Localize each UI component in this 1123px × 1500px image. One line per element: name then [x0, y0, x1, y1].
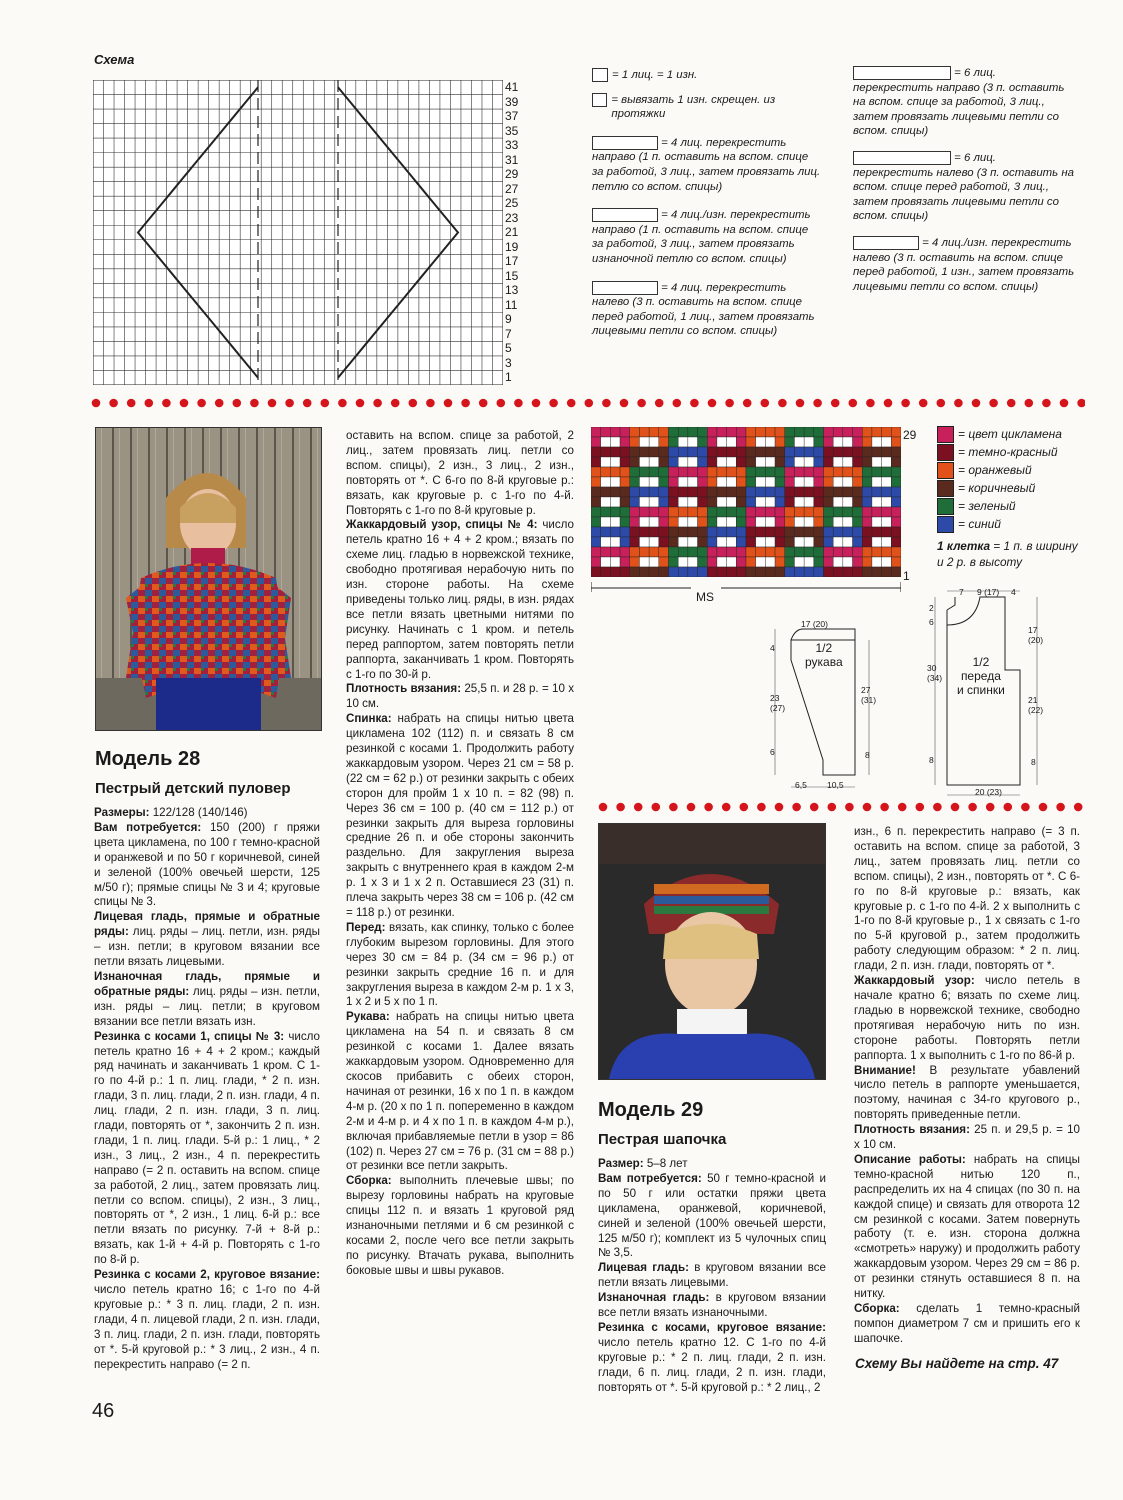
paragraph-text: лиц. ряды – изн. петли, изн. ряды – лиц. петли; в круговом вязании все петли вязать изн. [94, 984, 320, 1028]
color-legend-item [937, 497, 1082, 515]
paragraph-text: число петель кратно 16 + 4 + 2 кром.; каждый ряд начинать и заканчивать 1 кром. С 1-го по 4-й р.: 1 п. лиц. глади, * 2 п. изн. глади, 3 п. лиц. глади, 2 п. изн. глади, 4 п. лиц. глади, 2 п. изн. глади, 3 п. лиц. глади, повторять от *, закончить 2 п. изн. глади, 1 п. лиц. глади. 5-й р.: 1 лиц., * 2 изн., 3 лиц., 2 изн., 4 п. перекрестить направо (= 2 п. оставить на вспом. спице за работой, 2 лиц., затем провязать лиц. петли со вспом. спицы), 2 изн., 3 лиц., повторять от *, 2 изн., 1 лиц. 6-й р.: все петли вязать по рисунку. 7-й + 8-й р.: вязать, как 1-й + 4-й р. Повторять с 1-го по 8-й р. [94, 1029, 320, 1267]
dim-left-a: 2 [929, 603, 934, 613]
dim-right-bottom: 8 [865, 750, 870, 760]
paragraph-text: 50 г темно-красной и по 50 г или остатки пряжи цвета цикламена, оранжевой, коричневой, синей и зеленой (100% овечьей шерсти, 125 м/50 г); комплект из 5 чулочных спиц № 3,5. [598, 1171, 827, 1260]
color-swatch [937, 462, 954, 479]
paragraph [598, 1157, 826, 1172]
paragraph-heading: Резинка с косами 2, круговое вязание: [94, 1268, 320, 1282]
color-legend-label: = зеленый [958, 499, 1016, 513]
paragraph-text: вязать, как спинку, только с более глубоким вырезом горловины. Для этого через 30 см = 84 р. (34 см = 96 р.) от резинки закрыть средние 16 п. и для закругления выреза в каждом 2-м р. 1 х 3, 1 х 2 и 5 х по 1 п. [346, 920, 574, 1009]
model-29-subtitle: Пестрая шапочка [598, 1131, 727, 1148]
color-legend-item [937, 443, 1082, 461]
row-number: 5 [505, 341, 512, 356]
row-number: 41 [505, 80, 519, 94]
paragraph [598, 1261, 826, 1291]
dim-top: 17 (20) [801, 619, 828, 629]
legend-text: = 4 лиц./изн. перекрестить направо (1 п. оставить на вспом. спице за работой, 3 лиц., затем провязать изнаночной петлю со вспом. спицы) [592, 209, 811, 265]
paragraph [346, 712, 574, 921]
dim-right-bottom: 8 [1031, 757, 1036, 767]
paragraph-heading: Жаккардовый узор: [854, 974, 975, 988]
row-numbers [505, 80, 535, 385]
dim-bottom: 20 (23) [975, 787, 1002, 797]
paragraph [346, 682, 574, 712]
row-number: 39 [505, 94, 519, 109]
photo-model-28 [95, 427, 322, 731]
girl-sweater-photo [96, 428, 321, 730]
row-number: 29 [505, 167, 519, 182]
row-number: 1 [505, 370, 512, 385]
paragraph-text: число петель кратно 16; с 1-го по 4-й круговые р.: * 3 п. лиц. глади, 2 п. изн. глади, 4 п. лицевой глади, 2 п. изн. глади, 3 п. лиц. глади, 2 п. изн. глади, повторять от *. 5-й круговой р.: * 3 лиц., 2 изн., 4 п. перекрестить направо (= 2 п. [94, 1283, 320, 1371]
color-legend-item [937, 515, 1082, 533]
paragraph-heading: Перед: [346, 920, 386, 934]
paragraph-text: сделать 1 темно-красный помпон диаметром 7 см и пришить его к шапочке. [854, 1302, 1080, 1345]
legend-knit-purl [592, 68, 822, 83]
paragraph-heading: Рукава: [346, 1010, 390, 1024]
paragraph-text: В результате убавлений число петель в раппорте уменьшается, поэтому, начиная с 34-го кругового р., повторять приведенные петли. [854, 1063, 1080, 1122]
dim-left-big: 30 (34) [927, 663, 943, 683]
color-legend-label: = синий [958, 517, 1001, 531]
paragraph-text: изн., 6 п. перекрестить направо (= 3 п. оставить на вспом. спице за работой, 3 лиц., затем провязать лиц. петли со вспом. спицы), 2 изн., повторять от *. С 6-го по 8-й круговые р.: вязать, как круговые р. с 1-го по 4-й. 2 х выполнить с 1-го по 8-й круговые р., 1 х связать с 1-го по 5-й круговой р., затем продолжить работу следующим образом: * 2 п. лиц. глади, 2 п. изн. глади, повторять от *. [854, 825, 1080, 973]
paragraph [854, 1302, 1080, 1347]
paragraph [94, 1268, 320, 1372]
cable-chart [93, 80, 503, 385]
paragraph-text: число петель кратно 12. С 1-го по 4-й круговые р.: * 2 п. лиц. глади, 2 п. изн. глади, 6 п. лиц. глади, 2 п. изн. глади, повторять от *. 5-й круговой р.: * 2 лиц., 2 [598, 1335, 826, 1394]
sleeve-label: 1/2 рукава [805, 641, 843, 669]
paragraph-text: 5–8 лет [643, 1157, 688, 1170]
dim-top-c: 4 [1011, 587, 1016, 597]
legend-c4-left [592, 281, 822, 339]
row-number: 11 [505, 297, 518, 312]
jacquard-chart [591, 427, 901, 577]
paragraph [854, 1064, 1080, 1124]
ms-label: MS [696, 590, 714, 604]
model-28-text-col2 [346, 429, 574, 1279]
paragraph-text: лиц. ряды – лиц. петли, изн. ряды – изн. петли; в круговом вязании все петли вязать лицевыми. [94, 925, 320, 969]
paragraph [94, 1030, 320, 1269]
paragraph-text: 25,5 п. и 28 р. = 10 х 10 см. [346, 682, 574, 711]
dim-left-bottom: 8 [929, 755, 934, 765]
model-29-title: Модель 29 [598, 1099, 704, 1121]
paragraph-heading: Резинка с косами, круговое вязание: [598, 1320, 826, 1334]
dim-bottom-b: 10,5 [827, 780, 844, 790]
model-28-title: Модель 28 [95, 748, 201, 770]
paragraph-text: выполнить плечевые швы; по вырезу горловины набрать на круговые спицы 112 п. и вязать 1 круговой ряд изнаночными петлями и 6 см резинкой с косами 2, после чего все петли закрыть по рисунку. Втачать рукава, выполнить боковые швы и швы рукавов. [346, 1174, 574, 1277]
color-swatch [937, 516, 954, 533]
row-number: 13 [505, 283, 519, 298]
cable-4-right-purl-icon [592, 208, 658, 222]
paragraph-text: набрать на спицы нитью цвета цикламена на 54 п. и связать 8 см резинкой с косами 1. Далее вязать жаккардовым узором. Одновременно для скосов прибавить с обеих сторон, начиная от резинки, 16 х по 1 п. в каждом 4-м р. (20 х по 1 п. попеременно в каждом 2-м и 4-м р. и 4 х по 1 п. в каждом 4-м р.), включая прибавляемые петли в узор = 86 (102) п. Через 27 см = 76 р. (31 см = 88 р.) от резинки все петли закрыть. [346, 1010, 574, 1173]
paragraph-text: в круговом вязании все петли вязать лицевыми. [598, 1261, 826, 1290]
paragraph-heading: Спинка: [346, 712, 392, 726]
jacquard-chart-grid [591, 427, 901, 577]
legend-c4-right [592, 136, 822, 194]
model-29-text-col2 [854, 825, 1080, 1347]
dotted-divider [597, 802, 1085, 812]
crossed-stitch-icon [592, 93, 607, 107]
paragraph-text: 122/128 (140/146) [149, 806, 248, 819]
paragraph [854, 1123, 1080, 1153]
model-28-subtitle: Пестрый детский пуловер [95, 780, 291, 797]
color-swatch [937, 444, 954, 461]
row-number: 37 [505, 109, 519, 124]
girl-hat-photo [599, 824, 825, 1079]
paragraph-heading: Вам потребуется: [598, 1171, 702, 1185]
cable-6-left-icon [853, 151, 951, 165]
paragraph [346, 429, 574, 518]
dim-right-a: 17 (20) [1028, 625, 1044, 645]
paragraph [94, 821, 320, 910]
paragraph-text: 150 (200) г пряжи цвета цикламена, по 100 г темно-красной и оранжевой и по 50 г коричневой, синей и зеленой (100% овечьей шерсти, 125 м/50 г); прямые спицы № 3 и 4; круговые спицы № 3. [94, 820, 320, 909]
color-legend-label: = коричневый [958, 481, 1036, 495]
row-number: 15 [505, 268, 519, 283]
paragraph-text: оставить на вспом. спице за работой, 2 лиц., затем провязать лиц. петли со вспом. спицы), 2 изн., 3 лиц., 2 изн., повторять от *. С 6-го по 8-й круговые р.: вязать, как круговые р. с 1-го по 4-й. Повторять с 1-го по 8-й круговые р. [346, 429, 574, 517]
body-label: 1/2 переда и спинки [957, 655, 1005, 697]
dotted-divider [90, 398, 1085, 408]
paragraph-text: 25 п. и 29,5 р. = 10 х 10 см. [854, 1123, 1080, 1152]
paragraph [346, 518, 574, 682]
legend-c6-left [853, 151, 1078, 224]
row-number: 27 [505, 181, 519, 196]
paragraph-heading: Описание работы: [854, 1152, 966, 1166]
cell-note-bold: 1 клетка [937, 539, 991, 553]
paragraph [854, 825, 1080, 974]
knit-symbol-icon [592, 68, 608, 82]
ms-bracket [591, 582, 901, 596]
dim-top-b: 9 (17) [977, 587, 1000, 597]
paragraph [598, 1321, 826, 1396]
cable-6-right-icon [853, 66, 951, 80]
row-number: 7 [505, 326, 512, 341]
paragraph-heading: Внимание! [854, 1063, 916, 1077]
legend-c6-right [853, 66, 1078, 139]
color-swatch [937, 426, 954, 443]
page-number: 46 [92, 1400, 115, 1422]
paragraph-heading: Размер: [598, 1157, 644, 1170]
paragraph-heading: Сборка: [854, 1302, 900, 1315]
color-legend-label: = темно-красный [958, 445, 1058, 459]
color-legend-item [937, 425, 1082, 443]
paragraph-heading: Вам потребуется: [94, 820, 202, 834]
paragraph [854, 974, 1080, 1063]
color-legend-item [937, 461, 1082, 479]
legend-text: = 1 лиц. = 1 изн. [612, 69, 698, 81]
legend-text: = вывязать 1 изн. скрещен. из протяжки [611, 93, 776, 121]
chart-top-number: 29 [903, 428, 917, 442]
row-number: 31 [505, 152, 519, 167]
paragraph-text: число петель кратно 16 + 4 + 2 кром.; вязать по схеме лиц. гладью в норвежской технике, свободно протягивая нерабочую нить по изн. стороне работы. На схеме приведены только лиц. ряды, в изн. рядах все петли вязать цветными нитями по рисунку. Начинать с 1 кром. и петель перед раппортом, затем повторять петли раппорта, заканчивать 1 кром. Повторять с 1-го по 30-й р. [346, 518, 574, 681]
paragraph-heading: Сборка: [346, 1174, 392, 1188]
cable-4-left-icon [592, 281, 658, 295]
row-number: 17 [505, 254, 519, 269]
model-29-text-col1 [598, 1157, 826, 1396]
paragraph-text: набрать на спицы нитью цвета цикламена 102 (112) п. и связать 8 см резинкой с косами 1. Продолжить работу жаккардовым узором. Через 21 см = 58 р. (22 см = 62 р.) от резинки закрыть с обеих сторон для пройм 1 х 10 п. = 82 (98) п. Через 36 см = 100 р. (40 см = 112 р.) от резинки закрыть для выреза горловины средние 26 п. и обе стороны закончить раздельно. Для закругления выреза закрыть с внутреннего края в каждом 2-м р. 1 х 3 и 1 х 2 п. Оставшиеся 23 (31) п. плеча закрыть через 38 см = 106 р. (42 см = 118 р.) от резинки. [346, 712, 574, 919]
paragraph-heading: Резинка с косами 1, спицы № 3: [94, 1029, 285, 1043]
row-number: 21 [505, 225, 519, 240]
row-number: 35 [505, 123, 519, 138]
row-number: 23 [505, 210, 519, 225]
dim-left-small: 4 [770, 643, 775, 653]
legend-c4-right-purl [592, 208, 822, 266]
legend-crossed [592, 93, 822, 122]
schema-reference: Схему Вы найдете на стр. 47 [855, 1356, 1059, 1371]
dim-top-a: 7 [959, 587, 964, 597]
paragraph-text: число петель в начале кратно 6; вязать по схеме лиц. гладью в норвежской технике, свободно протягивая нерабочую нить по изн. стороне работы. Повторять петли раппорта. 1 х выполнить с 1-го по 86-й р. [854, 974, 1081, 1062]
dim-left-big: 23 (27) [770, 693, 786, 713]
paragraph-heading: Плотность вязания: [346, 682, 462, 696]
legend-text: = 4 лиц. перекрестить налево (3 п. оставить на вспом. спице перед работой, 1 лиц., затем провязать лицевыми петли со вспом. спицы) [592, 281, 815, 338]
row-number: 19 [505, 239, 519, 254]
dim-left-bottom: 6 [770, 747, 775, 757]
legend-text: = 4 лиц. перекрестить направо (1 п. оставить на вспом. спице за работой, 3 лиц., затем провязать лиц. петлю со вспом. спицы) [592, 136, 821, 193]
cell-note [937, 538, 1082, 570]
paragraph [598, 1172, 826, 1261]
color-swatch [937, 480, 954, 497]
legend-right [853, 66, 1078, 294]
paragraph-heading: Лицевая гладь: [598, 1261, 689, 1275]
legend-c4-left-purl [853, 236, 1078, 294]
paragraph-heading: Плотность вязания: [854, 1123, 970, 1137]
paragraph [346, 1010, 574, 1174]
row-number: 33 [505, 138, 519, 153]
color-legend-label: = оранжевый [958, 463, 1032, 477]
dim-right-b: 21 (22) [1028, 695, 1044, 715]
body-schematic [925, 585, 1055, 800]
paragraph [346, 1174, 574, 1278]
paragraph [854, 1153, 1080, 1302]
legend-text: = 4 лиц./изн. перекрестить налево (3 п. оставить на вспом. спице перед работой, 1 изн., затем провязать лицевыми петли со вспом. спицы) [853, 236, 1075, 293]
dim-right-big: 27 (31) [861, 685, 877, 705]
model-28-text-col1 [94, 806, 320, 1372]
paragraph [94, 970, 320, 1030]
chart-bottom-number: 1 [903, 569, 910, 583]
legend-text: = 6 лиц. перекрестить налево (3 п. оставить на вспом. спице перед работой, 3 лиц., затем провязать лицевыми петли со вспом. спицы) [853, 152, 1074, 223]
row-number: 9 [505, 312, 512, 327]
paragraph [598, 1291, 826, 1321]
color-legend [937, 425, 1082, 533]
paragraph [94, 910, 320, 970]
color-legend-item [937, 479, 1082, 497]
paragraph-heading: Изнаночная гладь: [598, 1291, 710, 1305]
cable-4-right-icon [592, 136, 658, 150]
photo-model-29 [598, 823, 826, 1080]
paragraph [94, 806, 320, 821]
row-number: 3 [505, 355, 512, 370]
paragraph-heading: Лицевая гладь, прямые и обратные ряды: [94, 910, 320, 939]
paragraph-heading: Жаккардовый узор, спицы № 4: [346, 518, 538, 532]
paragraph-heading: Изнаночная гладь, прямые и обратные ряды: [94, 969, 320, 998]
dim-left-b: 6 [929, 617, 934, 627]
cable-chart-grid [93, 80, 503, 385]
color-swatch [937, 498, 954, 515]
color-legend-label: = цвет цикламена [958, 427, 1062, 441]
cell-note-text: = 1 п. в ширину и 2 р. в высоту [937, 539, 1078, 569]
legend-text: = 6 лиц. перекрестить направо (3 п. оставить на вспом. спице за работой, 3 лиц., затем провязать лицевыми петли со вспом. спицы) [853, 67, 1065, 138]
paragraph-text: набрать на спицы темно-красной нитью 120 п., распределить их на 4 спицах (по 30 п. на каждой спице) и связать для отворота 12 см резинкой с косами. Затем повернуть работу (т. е. изн. сторона должна «смотреть» наружу) и продолжить работу жаккардовым узором. Через 29 см = 86 р. от резинки стянуть оставшиеся 8 п. на нитку. [854, 1152, 1080, 1301]
cable-4-left-purl-icon [853, 236, 919, 250]
paragraph-heading: Размеры: [94, 806, 150, 819]
dim-bottom-a: 6,5 [795, 780, 807, 790]
schema-title: Схема [94, 52, 135, 67]
sleeve-schematic [765, 615, 885, 795]
paragraph [346, 921, 574, 1010]
legend-left [592, 68, 822, 339]
row-number: 25 [505, 196, 519, 211]
paragraph-text: в круговом вязании все петли вязать изнаночными. [598, 1291, 826, 1320]
